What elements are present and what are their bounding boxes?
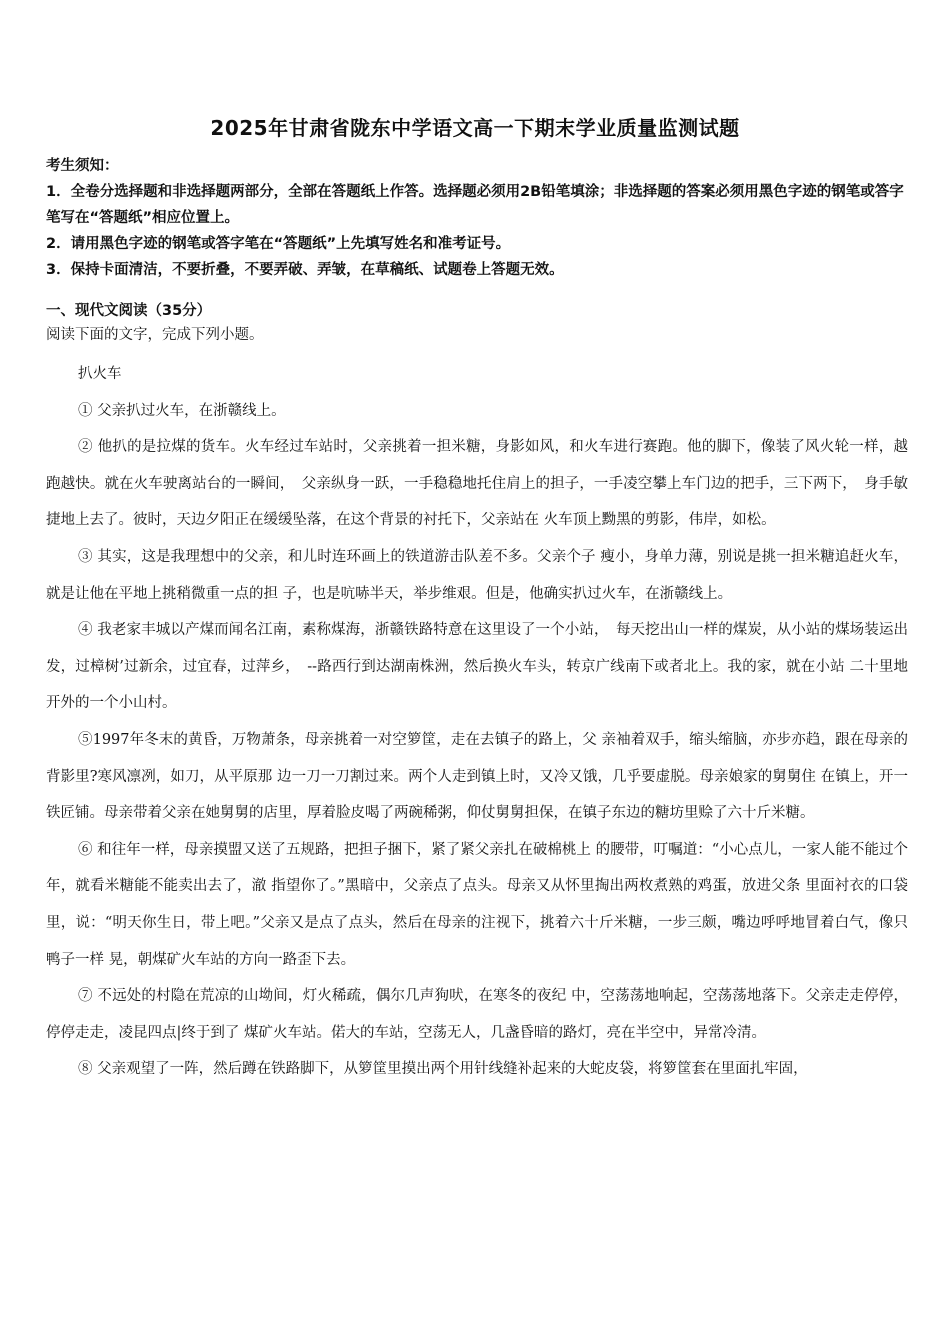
reading-passage <box>46 356 908 1088</box>
paragraph-4: ④ 我老家丰城以产煤而闻名江南，素称煤海，浙赣铁路特意在这里设了一个小站， 每天挖出山一样的煤炭，从小站的煤场装运出发，过樟树’过新余，过宜春，过萍乡， --路西行到达湖南株洲，然后换火车头，转京广线南下或者北上。我的家，就在小站 二十里地开外的一个小山村。 <box>46 622 908 712</box>
paragraph-6: ⑥ 和往年一样，母亲摸盟又送了五规路，把担子捆下，紧了紧父亲扎在破棉桃上 的腰带，叮嘱道：“小心点儿，一家人能不能过个年，就看米糖能不能卖出去了，澈 指望你了。”黑暗中，父亲点了点头。母亲又从怀里掏出两枚煮熟的鸡蛋，放进父条 里面衬衣的口袋里，说：“明天你生日，带上吧。”父亲又是点了点头，然后在母亲的注视下，挑着六十斤米糖，一步三颇，嘴边呼呼地冒着白气，像只鸭子一样 晃，朝煤矿火车站的方向一路歪下去。 <box>46 841 908 968</box>
notice-item-3: 3．保持卡面清洁，不要折叠，不要弄破、弄皱，在草稿纸、试题卷上答题无效。 <box>46 262 564 278</box>
page-title: 2025年甘肃省陇东中学语文高一下期末学业质量监测试题 <box>210 116 740 140</box>
section-heading: 一、现代文阅读（35分） <box>46 303 212 319</box>
notice-item-1: 1．全卷分选择题和非选择题两部分，全部在答题纸上作答。选择题必须用2B铅笔填涂；非选择题的答案必须用黑色字迹的钢笔或答字笔写在“答题纸”相应位置上。 <box>46 184 904 226</box>
notice-heading: 考生须知： <box>46 158 119 174</box>
notice-item-2: 2．请用黑色字迹的钢笔或答字笔在“答题纸”上先填写姓名和准考证号。 <box>46 236 511 252</box>
paragraph-3: ③ 其实，这是我理想中的父亲，和儿时连环画上的铁道游击队差不多。父亲个子 瘦小，身单力薄，别说是挑一担米糖追赶火车，就是让他在平地上挑稍微重一点的担 子，也是吭哧半天，举步维艰。但是，他确实扒过火车，在浙赣线上。 <box>46 548 908 602</box>
paragraph-2: ② 他扒的是拉煤的货车。火车经过车站时，父亲挑着一担米糖，身影如风，和火车进行赛跑。他的脚下，像装了风火轮一样，越跑越快。就在火车驶离站台的一瞬间， 父亲纵身一跃，一手稳稳地托住肩上的担子，一手凌空攀上车门边的把手，三下两下， 身手敏捷地上去了。彼时，天边夕阳正在缓缓坠落，在这个背景的衬托下，父亲站在 火车顶上黝黑的剪影，伟岸，如松。 <box>46 439 908 529</box>
story-title: 扒火车 <box>78 366 122 382</box>
paragraph-1: ① 父亲扒过火车，在浙赣线上。 <box>78 402 286 419</box>
exam-notice <box>46 153 906 283</box>
paragraph-8: ⑧ 父亲观望了一阵，然后蹲在铁路脚下，从箩筐里摸出两个用针线缝补起来的大蛇皮袋，将箩筐套在里面扎牢固， <box>78 1061 808 1078</box>
section-intro: 阅读下面的文字，完成下列小题。 <box>46 327 264 343</box>
paragraph-5: ⑤1997年冬末的黄昏，万物萧条，母亲挑着一对空箩筐，走在去镇子的路上，父 亲袖着双手，缩头缩脑，亦步亦趋，跟在母亲的背影里?寒风凛冽，如刀，从平原那 边一刀一刀割过来。两个人走到镇上时，又冷又饿，几乎要虚脱。母亲娘家的舅舅住 在镇上，开一铁匠铺。母亲带着父亲在她舅舅的店里，厚着脸皮喝了两碗稀粥，仰仗舅舅担保，在镇子东边的糖坊里赊了六十斤米糖。 <box>46 731 908 822</box>
paragraph-7: ⑦ 不远处的村隐在荒凉的山坳间，灯火稀疏，偶尔几声狗吠，在寒冬的夜纪 中，空荡荡地响起，空荡荡地落下。父亲走走停停，停停走走，凌昆四点|终于到了 煤矿火车站。偌大的车站，空荡无人，几盏昏暗的路灯，亮在半空中，异常冷清。 <box>46 988 908 1041</box>
